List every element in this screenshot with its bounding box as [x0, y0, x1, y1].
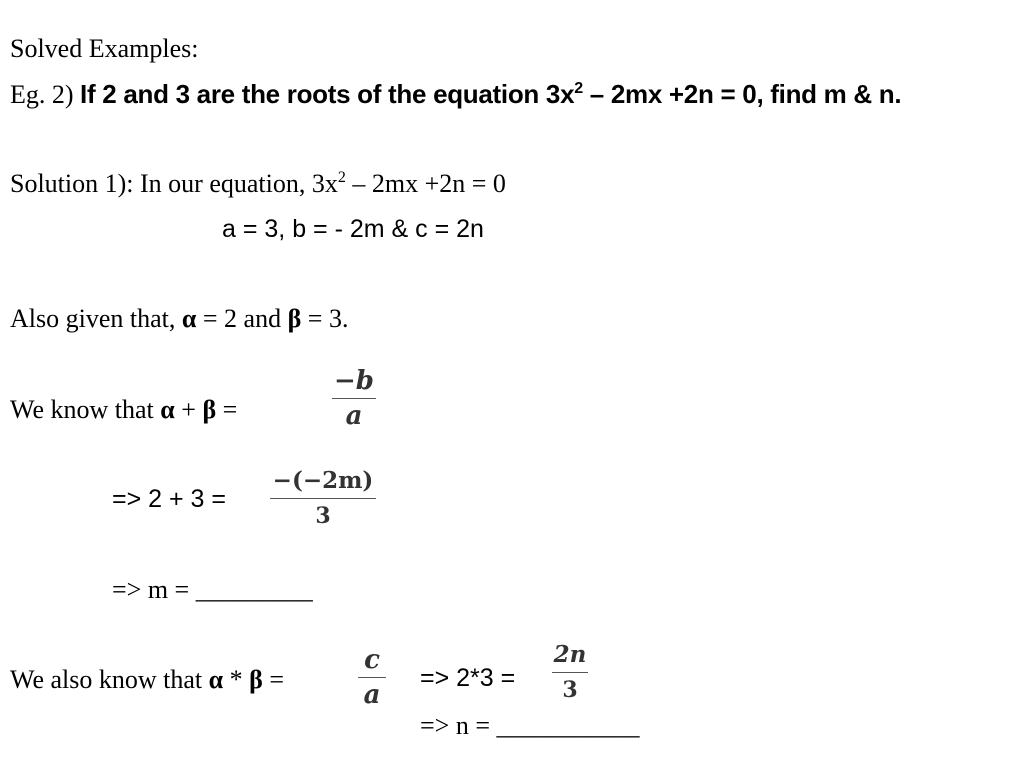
- fraction-bar: [270, 498, 376, 499]
- solution-intro-pre: Solution 1): In our equation, 3x: [10, 169, 338, 198]
- fraction-2n-over-3: [552, 640, 588, 705]
- sum-rule-pre: We know that: [10, 395, 161, 424]
- product-of-roots-rule: [10, 664, 284, 695]
- equals-sign: =: [262, 665, 285, 694]
- question-exponent: 2: [574, 80, 583, 97]
- solution-intro: [10, 168, 506, 199]
- alpha-symbol: α: [181, 304, 197, 333]
- given-pre: Also given that,: [10, 304, 182, 333]
- beta-symbol: β: [202, 395, 217, 424]
- fraction-numerator: −(−2m): [272, 467, 374, 494]
- question-post: – 2mx +2n = 0, find m & n.: [582, 79, 902, 109]
- beta-symbol: β: [249, 665, 263, 694]
- step-m-answer-blank: => m = _________: [112, 575, 313, 604]
- fraction-bar: [358, 677, 386, 678]
- given-roots: [10, 303, 348, 334]
- fraction-minus-minus-2m-over-3: [270, 466, 376, 531]
- example-question: [10, 79, 901, 110]
- alpha-symbol: α: [208, 665, 224, 694]
- heading: Solved Examples:: [10, 34, 199, 63]
- given-mid: = 2 and: [196, 304, 288, 333]
- given-post: = 3.: [301, 304, 349, 333]
- beta-symbol: β: [287, 304, 302, 333]
- fraction-bar: [332, 398, 376, 399]
- plus-sign: +: [174, 395, 203, 424]
- question-pre: If 2 and 3 are the roots of the equation 3x: [80, 79, 575, 109]
- step-sum-substitution: => 2 + 3 =: [112, 485, 226, 513]
- fraction-minus-b-over-a: [332, 366, 376, 431]
- fraction-numerator: c: [364, 645, 380, 675]
- fraction-bar: [552, 672, 588, 673]
- alpha-symbol: α: [160, 395, 175, 424]
- fraction-denominator: 3: [562, 677, 578, 703]
- solution-exponent: 2: [337, 169, 346, 186]
- coefficients: a = 3, b = - 2m & c = 2n: [222, 215, 484, 243]
- product-rule-pre: We also know that: [10, 665, 209, 694]
- times-sign: *: [223, 665, 250, 694]
- fraction-denominator: a: [363, 680, 381, 710]
- equals-sign: =: [216, 395, 238, 424]
- example-question-text: [80, 79, 901, 109]
- step-n-answer-blank: => n = ___________: [420, 711, 640, 740]
- fraction-denominator: 3: [315, 503, 331, 529]
- sum-of-roots-rule: [10, 394, 237, 425]
- step-product-substitution: => 2*3 =: [420, 664, 516, 692]
- solution-intro-post: – 2mx +2n = 0: [345, 169, 506, 198]
- fraction-numerator: 2n: [553, 641, 587, 668]
- fraction-c-over-a: [358, 645, 386, 710]
- fraction-numerator: −b: [334, 366, 374, 396]
- example-prefix: Eg. 2): [10, 80, 81, 109]
- fraction-denominator: a: [345, 401, 363, 431]
